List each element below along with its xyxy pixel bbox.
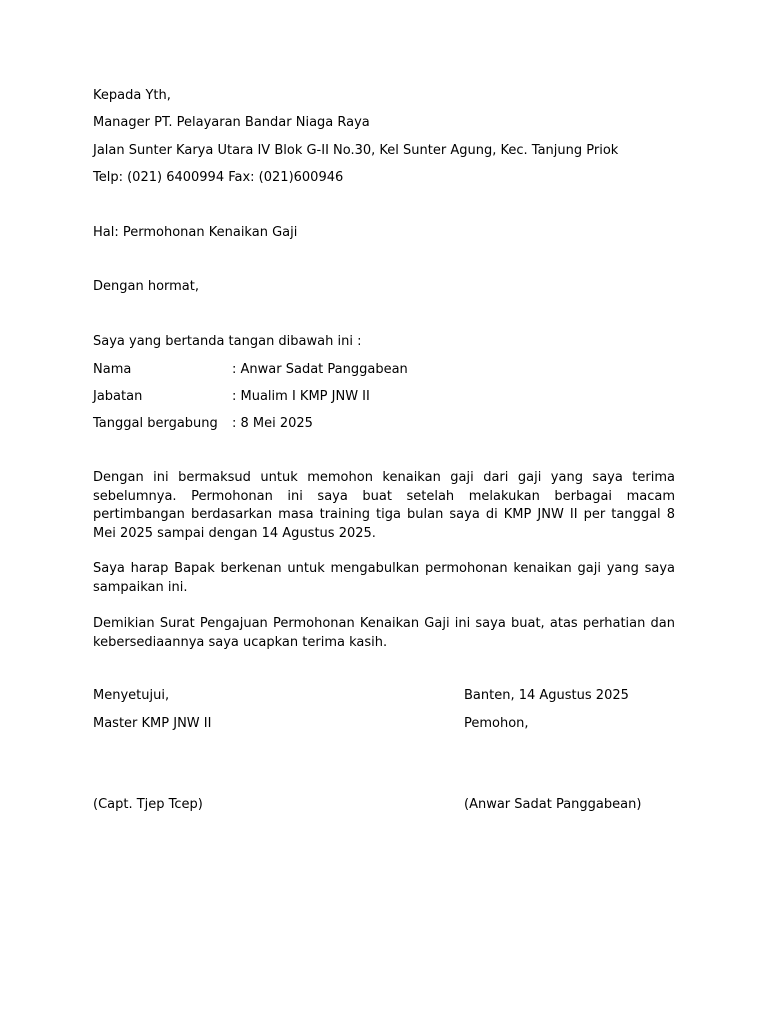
applicant-role: Pemohon, [464, 716, 529, 731]
identity-label: Jabatan [93, 389, 143, 404]
recipient-name: Manager PT. Pelayaran Bandar Niaga Raya [93, 115, 370, 130]
recipient-greeting: Kepada Yth, [93, 88, 171, 103]
body-paragraph-closing: Demikian Surat Pengajuan Permohonan Kenaikan Gaji ini saya buat, atas perhatian dan kebersediaannya saya ucapkan terima kasih. [93, 616, 675, 650]
approver-name: (Capt. Tjep Tcep) [93, 797, 203, 812]
place-date: Banten, 14 Agustus 2025 [464, 688, 629, 703]
identity-value: : 8 Mei 2025 [232, 416, 313, 431]
identity-row-name [93, 362, 675, 378]
approval-heading: Menyetujui, [93, 688, 170, 703]
recipient-contact: Telp: (021) 6400994 Fax: (021)600946 [93, 170, 344, 185]
applicant-name: (Anwar Sadat Panggabean) [464, 797, 642, 812]
identity-value: : Mualim I KMP JNW II [232, 389, 370, 404]
approver-role: Master KMP JNW II [93, 716, 212, 731]
recipient-address: Jalan Sunter Karya Utara IV Blok G-II No.30, Kel Sunter Agung, Kec. Tanjung Priok [93, 143, 619, 158]
identity-label: Tanggal bergabung [93, 416, 218, 431]
identity-row-position [93, 389, 675, 405]
intro-line: Saya yang bertanda tangan dibawah ini : [93, 334, 362, 349]
identity-value: : Anwar Sadat Panggabean [232, 362, 408, 377]
identity-row-join-date [93, 416, 675, 432]
body-paragraph-hope: Saya harap Bapak berkenan untuk mengabulkan permohonan kenaikan gaji yang saya sampaikan ini. [93, 561, 675, 595]
salutation: Dengan hormat, [93, 279, 200, 294]
body-paragraph-request: Dengan ini bermaksud untuk memohon kenaikan gaji dari gaji yang saya terima sebelumnya. Permohonan ini saya buat setelah melakukan berbagai macam pertimbangan berdasarkan masa training tiga bulan saya di KMP JNW II per tanggal 8 Mei 2025 sampai dengan 14 Agustus 2025. [93, 470, 675, 541]
identity-label: Nama [93, 362, 132, 377]
subject-line: Hal: Permohonan Kenaikan Gaji [93, 225, 298, 240]
